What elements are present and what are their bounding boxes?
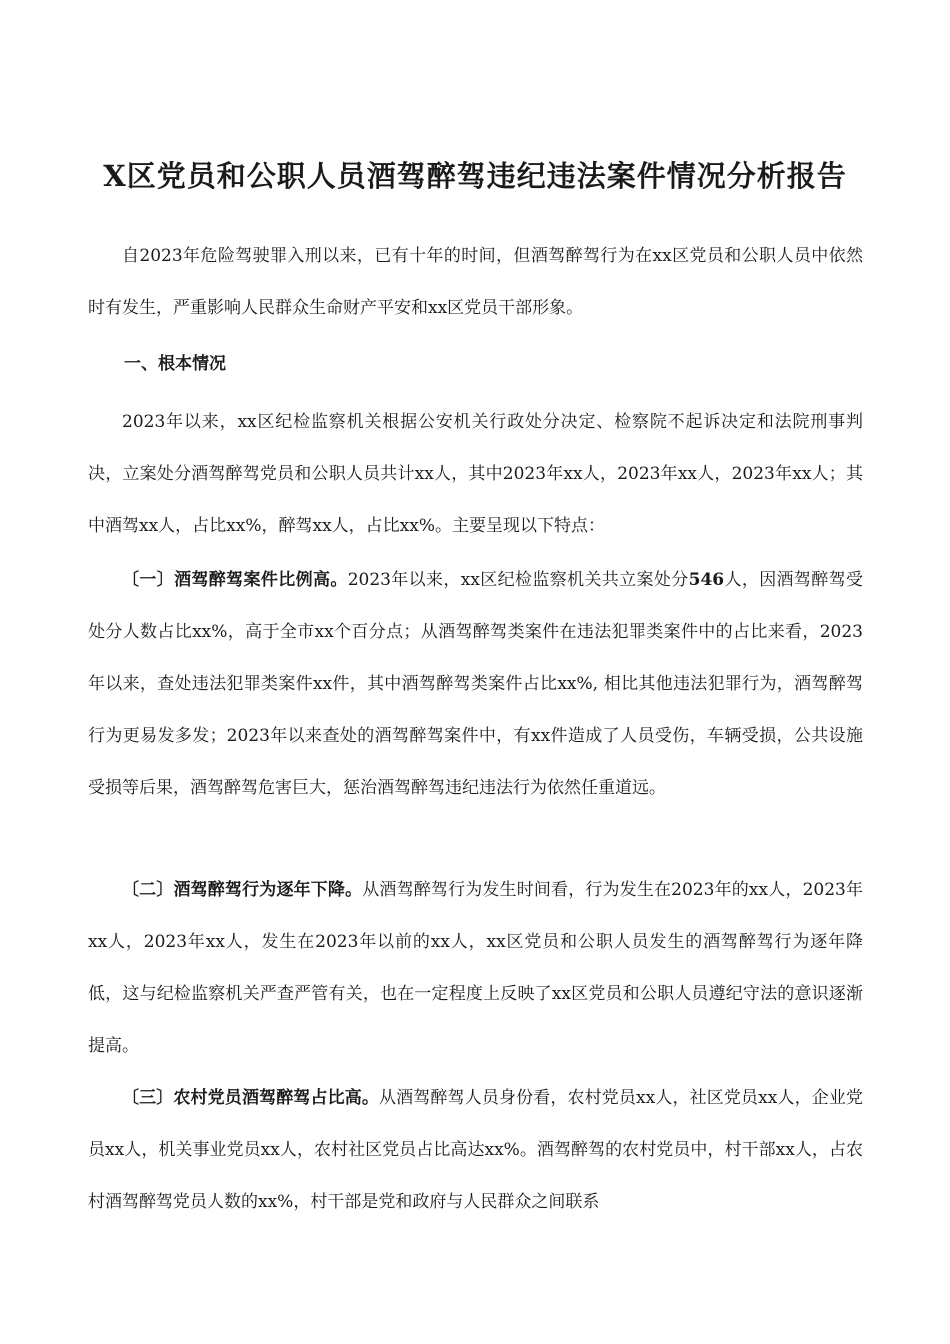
point-two-lead: 〔二〕酒驾醉驾行为逐年下降。 <box>122 880 363 900</box>
point-three-lead: 〔三〕农村党员酒驾醉驾占比高。 <box>122 1088 380 1108</box>
point-three-text: 从酒驾醉驾人员身份看，农村党员xx人，社区党员xx人，企业党员xx人，机关事业党员xx人，农村社区党员占比高达xx%。酒驾醉驾的农村党员中，村干部xx人，占农村酒驾醉驾党员人数的xx%，村干部是党和政府与人民群众之间联系 <box>88 1088 863 1212</box>
section-heading-basic: 一、根本情况 <box>124 354 226 374</box>
point-two-paragraph <box>88 864 863 1072</box>
point-one-paragraph <box>88 554 863 814</box>
point-two-text: 从酒驾醉驾行为发生时间看，行为发生在2023年的xx人，2023年xx人，2023年xx人，发生在2023年以前的xx人，xx区党员和公职人员发生的酒驾醉驾行为逐年降低，这与纪检监察机关严查严管有关，也在一定程度上反映了xx区党员和公职人员遵纪守法的意识逐渐提高。 <box>88 880 864 1056</box>
point-three-paragraph <box>88 1072 863 1228</box>
point-one-number: 546 <box>688 570 725 590</box>
point-one-lead: 〔一〕酒驾醉驾案件比例高。 <box>122 570 348 590</box>
intro-paragraph: 自2023年危险驾驶罪入刑以来，已有十年的时间，但酒驾醉驾行为在xx区党员和公职人员中依然时有发生，严重影响人民群众生命财产平安和xx区党员干部形象。 <box>88 246 863 318</box>
section-basic-paragraph: 2023年以来，xx区纪检监察机关根据公安机关行政处分决定、检察院不起诉决定和法院刑事判决，立案处分酒驾醉驾党员和公职人员共计xx人，其中2023年xx人，2023年xx人，2023年xx人；其中酒驾xx人，占比xx%，醉驾xx人，占比xx%。主要呈现以下特点： <box>88 412 863 536</box>
point-one-text-a: 2023年以来，xx区纪检监察机关共立案处分 <box>347 570 689 590</box>
document-title: X区党员和公职人员酒驾醉驾违纪违法案件情况分析报告 <box>103 159 847 193</box>
point-one-text-b: 人，因酒驾醉驾受处分人数占比xx%，高于全市xx个百分点；从酒驾醉驾类案件在违法犯罪类案件中的占比来看，2023年以来，查处违法犯罪类案件xx件，其中酒驾醉驾类案件占比xx%, 相比其他违法犯罪行为，酒驾醉驾行为更易发多发；2023年以来查处的酒驾醉驾案件中，有xx件造成了人员受伤，车辆受损，公共设施受损等后果，酒驾醉驾危害巨大，惩治酒驾醉驾违纪违法行为依然任重道远。 <box>88 570 863 798</box>
